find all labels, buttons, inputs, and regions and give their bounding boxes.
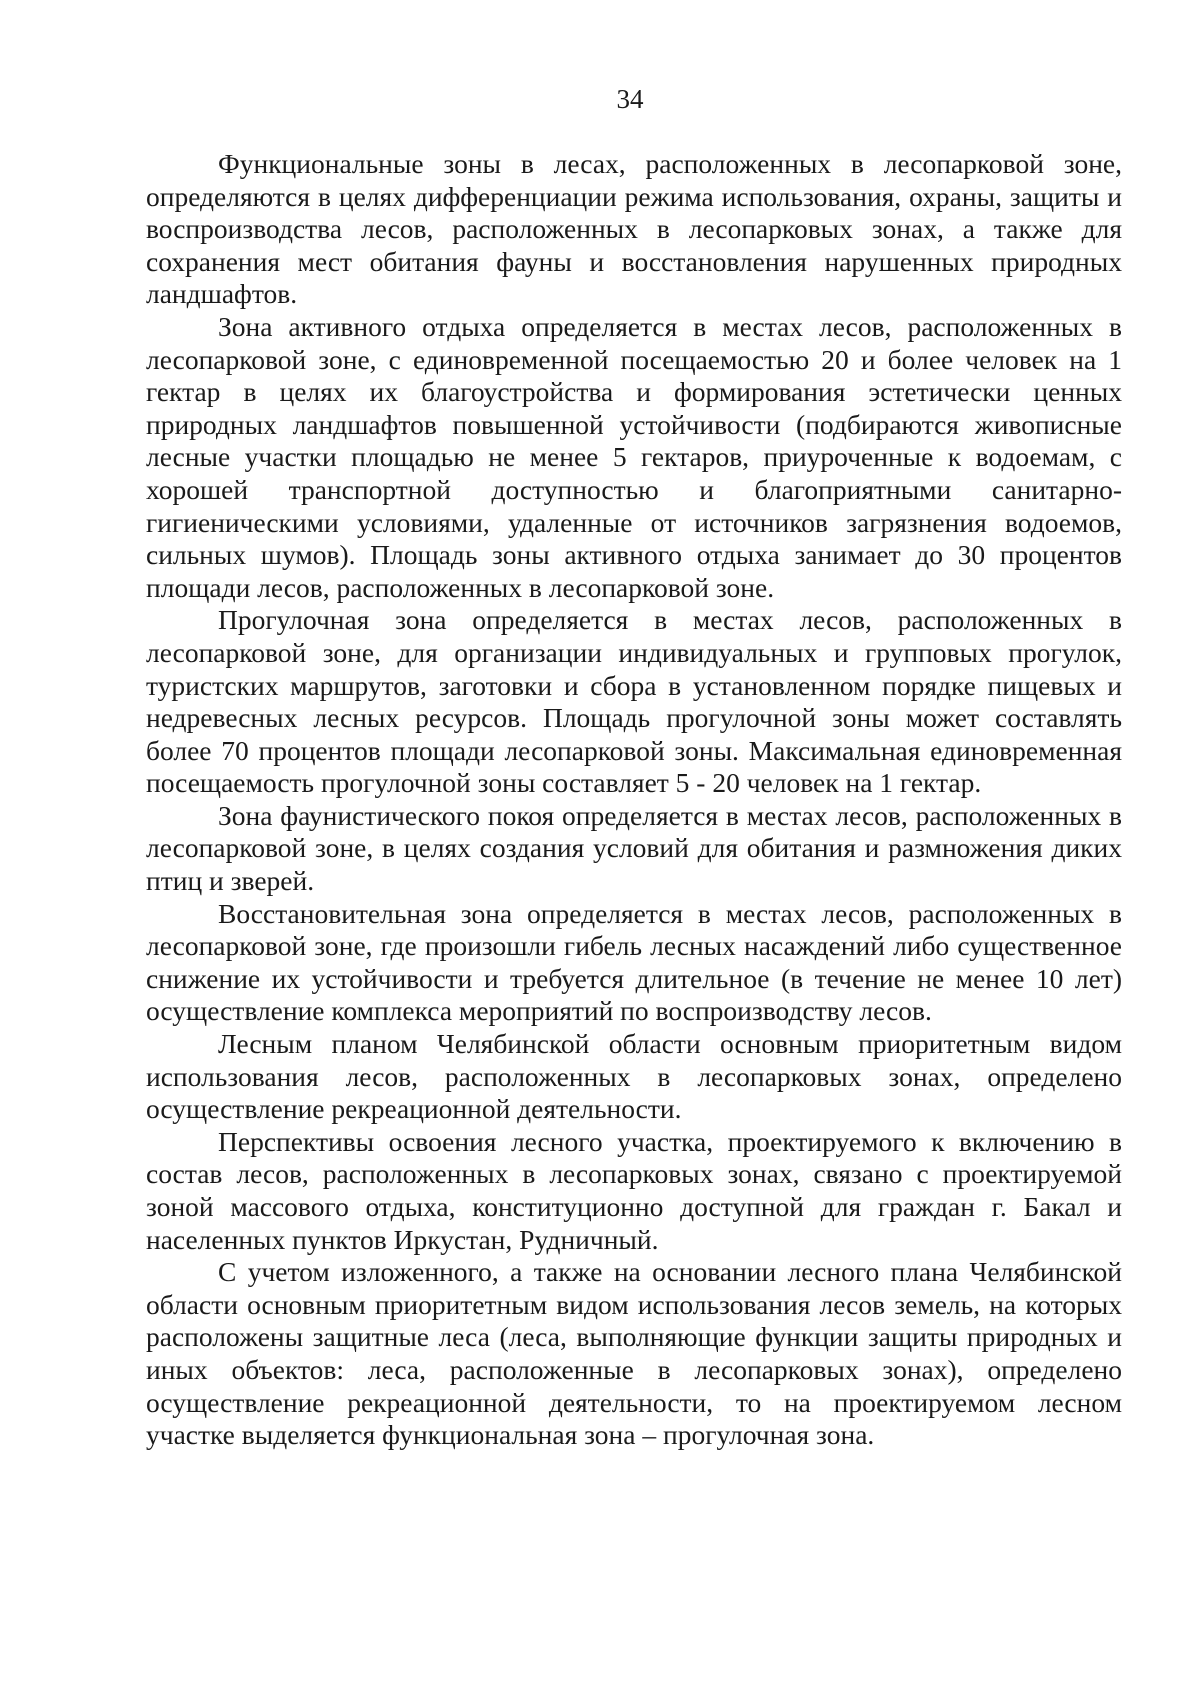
paragraph-conclusion: С учетом изложенного, а также на основании лесного плана Челябинской области основным приоритетным видом использования лесов земель, на которых расположены защитные леса (леса, выполняющие функции защиты природных и иных объектов: леса, расположенные в лесопарковых зонах), определено осуществление рекреационной деятельности, то на проектируемом лесном участке выделяется функциональная зона – прогулочная зона. — [146, 1256, 1122, 1451]
paragraph-prospects: Перспективы освоения лесного участка, проектируемого к включению в состав лесов, расположенных в лесопарковых зонах, связано с проектируемой зоной массового отдыха, конституционно доступной для граждан г. Бакал и населенных пунктов Иркустан, Рудничный. — [146, 1125, 1122, 1255]
paragraph-restoration-zone: Восстановительная зона определяется в местах лесов, расположенных в лесопарковой зоне, где произошли гибель лесных насаждений либо существенное снижение их устойчивости и требуется длительное (в течение не менее 10 лет) осуществление комплекса мероприятий по воспроизводству лесов. — [146, 897, 1122, 1027]
paragraph-functional-zones: Функциональные зоны в лесах, расположенных в лесопарковой зоне, определяются в целях дифференциации режима использования, охраны, защиты и воспроизводства лесов, расположенных в лесопарковых зонах, а также для сохранения мест обитания фауны и восстановления нарушенных природных ландшафтов. — [146, 148, 1122, 310]
document-body — [146, 148, 1122, 1452]
paragraph-forest-plan: Лесным планом Челябинской области основным приоритетным видом использования лесов, расположенных в лесопарковых зонах, определено осуществление рекреационной деятельности. — [146, 1028, 1122, 1125]
page-number: 34 — [616, 84, 644, 114]
paragraph-walking-zone: Прогулочная зона определяется в местах лесов, расположенных в лесопарковой зоне, для организации индивидуальных и групповых прогулок, туристских маршрутов, заготовки и сбора в установленном порядке пищевых и недревесных лесных ресурсов. Площадь прогулочной зоны может составлять более 70 процентов площади лесопарковой зоны. Максимальная единовременная посещаемость прогулочной зоны составляет 5 - 20 человек на 1 гектар. — [146, 604, 1122, 799]
paragraph-active-recreation-zone: Зона активного отдыха определяется в местах лесов, расположенных в лесопарковой зоне, с единовременной посещаемостью 20 и более человек на 1 гектар в целях их благоустройства и формирования эстетически ценных природных ландшафтов повышенной устойчивости (подбираются живописные лесные участки площадью не менее 5 гектаров, приуроченные к водоемам, с хорошей транспортной доступностью и благоприятными санитарно-гигиеническими условиями, удаленные от источников загрязнения водоемов, сильных шумов). Площадь зоны активного отдыха занимает до 30 процентов площади лесов, расположенных в лесопарковой зоне. — [146, 310, 1122, 603]
paragraph-faunal-rest-zone: Зона фаунистического покоя определяется в местах лесов, расположенных в лесопарковой зоне, в целях создания условий для обитания и размножения диких птиц и зверей. — [146, 799, 1122, 897]
